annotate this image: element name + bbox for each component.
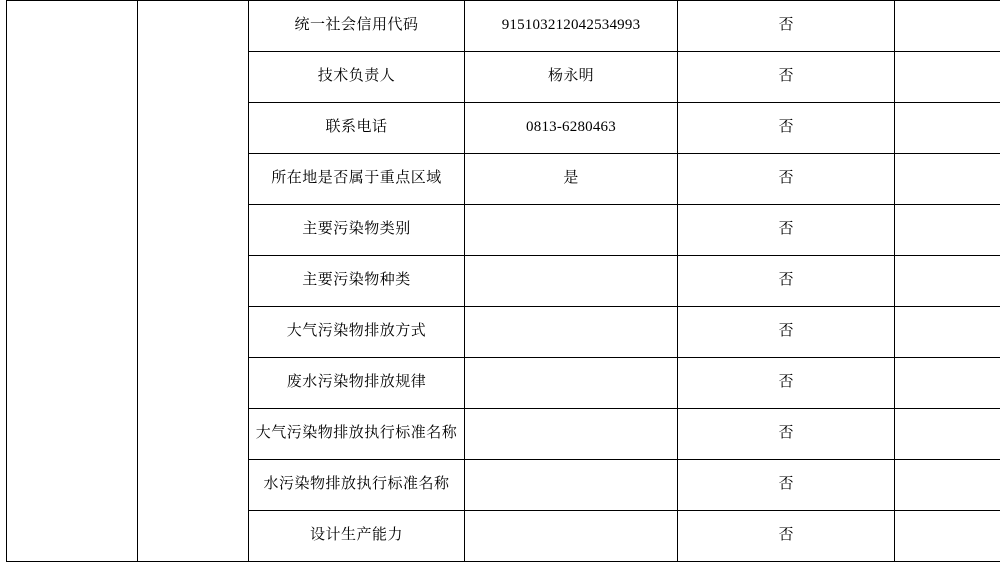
row-flag: 否 — [678, 307, 895, 358]
row-value: 0813-6280463 — [465, 103, 678, 154]
row-label: 废水污染物排放规律 — [249, 358, 465, 409]
row-last — [895, 256, 1000, 307]
row-value — [465, 256, 678, 307]
row-flag: 否 — [678, 205, 895, 256]
row-flag: 否 — [678, 154, 895, 205]
row-value: 915103212042534993 — [465, 1, 678, 52]
row-last — [895, 511, 1000, 562]
row-last — [895, 154, 1000, 205]
row-flag: 否 — [678, 52, 895, 103]
row-last — [895, 1, 1000, 52]
row-flag: 否 — [678, 409, 895, 460]
row-value: 杨永明 — [465, 52, 678, 103]
row-value — [465, 205, 678, 256]
row-label: 主要污染物类别 — [249, 205, 465, 256]
row-value — [465, 358, 678, 409]
row-value — [465, 409, 678, 460]
data-table — [6, 0, 1000, 562]
merged-cell-left-inner — [138, 1, 249, 562]
row-flag: 否 — [678, 511, 895, 562]
row-value: 是 — [465, 154, 678, 205]
row-label: 技术负责人 — [249, 52, 465, 103]
row-label: 所在地是否属于重点区域 — [249, 154, 465, 205]
row-label: 水污染物排放执行标准名称 — [249, 460, 465, 511]
table-body — [7, 1, 1000, 562]
row-last — [895, 460, 1000, 511]
row-last — [895, 103, 1000, 154]
merged-cell-left-outer — [7, 1, 138, 562]
row-label: 统一社会信用代码 — [249, 1, 465, 52]
row-last — [895, 358, 1000, 409]
row-value — [465, 460, 678, 511]
row-last — [895, 409, 1000, 460]
row-label: 大气污染物排放方式 — [249, 307, 465, 358]
row-flag: 否 — [678, 103, 895, 154]
row-flag: 否 — [678, 358, 895, 409]
row-last — [895, 205, 1000, 256]
row-value — [465, 307, 678, 358]
row-last — [895, 307, 1000, 358]
row-flag: 否 — [678, 256, 895, 307]
row-label: 设计生产能力 — [249, 511, 465, 562]
row-label: 主要污染物种类 — [249, 256, 465, 307]
row-flag: 否 — [678, 460, 895, 511]
row-label: 大气污染物排放执行标准名称 — [249, 409, 465, 460]
table-row — [7, 1, 1000, 52]
row-value — [465, 511, 678, 562]
row-flag: 否 — [678, 1, 895, 52]
row-label: 联系电话 — [249, 103, 465, 154]
row-last — [895, 52, 1000, 103]
